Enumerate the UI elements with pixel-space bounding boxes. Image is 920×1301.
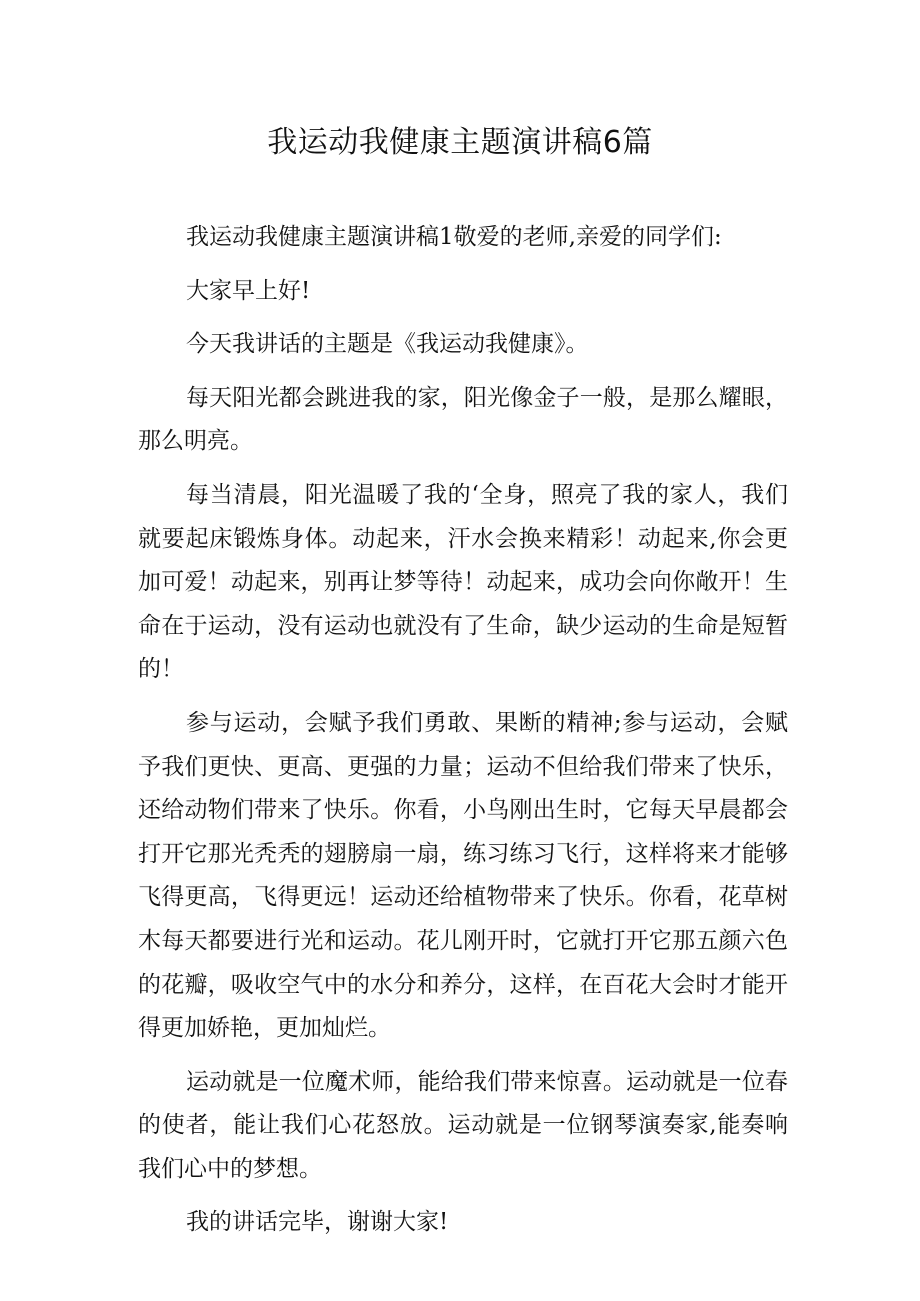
paragraph-closing: 我的讲话完毕，谢谢大家! (186, 1209, 449, 1236)
paragraph-magician: 运动就是一位魔术师，能给我们带来惊喜。运动就是一位春的使者，能让我们心花怒放。运动就是一位钢琴演奏家,能奏响我们心中的梦想。 (138, 1068, 788, 1182)
paragraph-greeting-line: 我运动我健康主题演讲稿1敬爱的老师,亲爱的同学们: (186, 224, 722, 250)
paragraph-participate: 参与运动，会赋予我们勇敢、果断的精神;参与运动，会赋予我们更快、更高、更强的力量；运动不但给我们带来了快乐，还给动物们带来了快乐。你看，小鸟刚出生时，它每天早晨都会打开它那光秃秃的翅膀扇一扇，练习练习飞行，这样将来才能够飞得更高，飞得更远！运动还给植物带来了快乐。你看，花草树木每天都要进行光和运动。花儿刚开时，它就打开它那五颜六色的花瓣，吸收空气中的水分和养分，这样，在百花大会时才能开得更加娇艳，更加灿烂。 (138, 709, 788, 1042)
document-body (138, 216, 788, 1255)
paragraph-morning-exercise: 每当清晨，阳光温暖了我的‘全身，照亮了我的家人，我们就要起床锻炼身体。动起来，汗水会换来精彩！动起来,你会更加可爱！动起来，别再让梦等待！动起来，成功会向你敞开！生命在于运动，没有运动也就没有了生命，缺少运动的生命是短暂的！ (138, 481, 788, 683)
document-title: 我运动我健康主题演讲稿6篇 (267, 125, 653, 160)
paragraph-sunshine: 每天阳光都会跳进我的家，阳光像金子一般，是那么耀眼，那么明亮。 (138, 384, 788, 455)
paragraph-topic: 今天我讲话的主题是《我运动我健康》。 (186, 331, 589, 358)
paragraph-good-morning: 大家早上好! (186, 277, 311, 304)
